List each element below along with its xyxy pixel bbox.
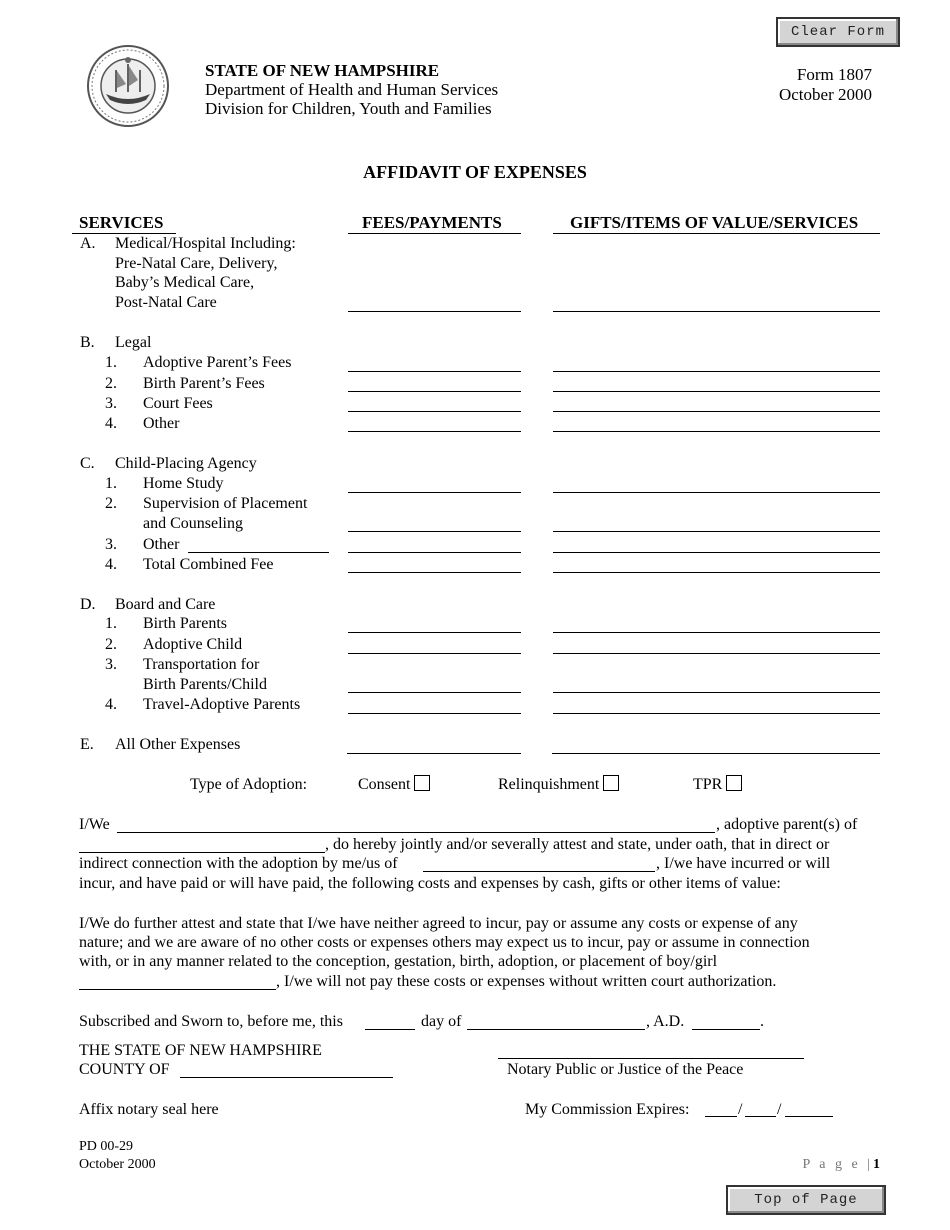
gift-field-c2[interactable] [553, 531, 880, 532]
sworn-text: . [760, 1013, 764, 1030]
item-label: Adoptive Parent’s Fees [143, 354, 292, 371]
para1-text: , adoptive parent(s) of [716, 816, 858, 833]
adoptee-name-field[interactable] [423, 871, 655, 872]
gift-field-b1[interactable] [553, 371, 880, 372]
section-e-letter: E. [80, 736, 94, 753]
item-label: Adoptive Child [143, 636, 243, 653]
affix-seal-label: Affix notary seal here [79, 1101, 219, 1118]
commission-month-field[interactable] [705, 1116, 737, 1117]
tpr-label: TPR [693, 776, 723, 793]
section-e-title: All Other Expenses [115, 736, 241, 753]
page-number [803, 1155, 881, 1175]
consent-checkbox[interactable] [414, 775, 430, 791]
fee-field-b2[interactable] [348, 391, 521, 392]
adoptive-parents-name-field[interactable] [117, 832, 715, 833]
para1-text: indirect connection with the adoption by me/us of [79, 855, 398, 872]
item-number: 2. [105, 495, 117, 512]
commission-label: My Commission Expires: [525, 1101, 690, 1118]
gift-field-a[interactable] [553, 311, 880, 312]
section-c-letter: C. [80, 455, 95, 472]
fee-field-b3[interactable] [348, 411, 521, 412]
sworn-text: , A.D. [646, 1013, 685, 1030]
para2-text: with, or in any manner related to the conception, gestation, birth, adoption, or placement of boy/girl [79, 953, 718, 970]
commission-day-field[interactable] [745, 1116, 776, 1117]
section-b-title: Legal [115, 334, 152, 351]
state-name: STATE OF NEW HAMPSHIRE [205, 61, 440, 80]
fee-field-b4[interactable] [348, 431, 521, 432]
section-d-title: Board and Care [115, 596, 216, 613]
state-block-line: COUNTY OF [79, 1061, 170, 1078]
item-label: Other [143, 415, 180, 432]
para2-text: , I/we will not pay these costs or expenses without written court authorization. [276, 973, 777, 990]
footer-date: October 2000 [79, 1157, 156, 1172]
item-label: and Counseling [143, 515, 243, 532]
section-d-letter: D. [80, 596, 96, 613]
state-block-line: THE STATE OF NEW HAMPSHIRE [79, 1042, 322, 1059]
item-number: 4. [105, 556, 117, 573]
relinquishment-checkbox[interactable] [603, 775, 619, 791]
consent-option[interactable] [358, 775, 430, 795]
item-number: 1. [105, 615, 117, 632]
gift-field-b3[interactable] [553, 411, 880, 412]
item-label: Other [143, 536, 180, 553]
fee-field-a[interactable] [348, 311, 521, 312]
adoption-type-label: Type of Adoption: [190, 776, 308, 793]
boy-girl-name-field[interactable] [79, 989, 276, 990]
section-a-line: Post-Natal Care [115, 294, 217, 311]
page-label: P a g e | [802, 1157, 873, 1172]
form-number: Form 1807 [796, 65, 872, 84]
para2-text: nature; and we are aware of no other costs or expenses others may expect us to incur, pay or assume in connection [79, 934, 810, 951]
item-label: Birth Parents [143, 615, 227, 632]
commission-year-field[interactable] [785, 1116, 833, 1117]
gifts-header-underline [553, 233, 880, 234]
section-a-letter: A. [80, 235, 96, 252]
item-number: 4. [105, 415, 117, 432]
relinquishment-label: Relinquishment [498, 776, 600, 793]
gift-field-d4[interactable] [553, 713, 880, 714]
section-a-line: Baby’s Medical Care, [115, 274, 255, 291]
fees-header: FEES/PAYMENTS [362, 213, 502, 232]
section-a-line: Pre-Natal Care, Delivery, [115, 255, 278, 272]
relinquishment-option[interactable] [498, 775, 619, 795]
fee-field-d4[interactable] [348, 713, 521, 714]
item-number: 3. [105, 656, 117, 673]
gift-field-d3[interactable] [553, 692, 880, 693]
gift-field-e[interactable] [552, 753, 880, 754]
fee-field-c2[interactable] [348, 531, 521, 532]
consent-label: Consent [358, 776, 411, 793]
para2-text: I/We do further attest and state that I/we have neither agreed to incur, pay or assume any costs or expense of any [79, 915, 798, 932]
fee-field-c3[interactable] [348, 552, 521, 553]
item-number: 2. [105, 636, 117, 653]
item-number: 1. [105, 354, 117, 371]
fee-field-e[interactable] [347, 753, 521, 754]
item-number: 1. [105, 475, 117, 492]
item-number: 2. [105, 375, 117, 392]
gift-field-d1[interactable] [553, 632, 880, 633]
fee-field-d3[interactable] [348, 692, 521, 693]
footer-code: PD 00-29 [79, 1139, 134, 1154]
other-specify-field[interactable] [188, 552, 329, 553]
county-field[interactable] [180, 1077, 393, 1078]
clear-form-button[interactable]: Clear Form [776, 17, 900, 47]
item-label: Home Study [143, 475, 224, 492]
top-of-page-button[interactable]: Top of Page [726, 1185, 886, 1215]
sworn-day-field[interactable] [365, 1029, 415, 1030]
page-number-value: 1 [873, 1157, 880, 1172]
tpr-option[interactable] [693, 775, 742, 795]
item-number: 4. [105, 696, 117, 713]
section-c-title: Child-Placing Agency [115, 455, 257, 472]
gift-field-c4[interactable] [553, 572, 880, 573]
child-name-field[interactable] [79, 852, 325, 853]
gift-field-b4[interactable] [553, 431, 880, 432]
gift-field-c1[interactable] [553, 492, 880, 493]
services-header: SERVICES [79, 213, 164, 232]
item-label: Birth Parent’s Fees [143, 375, 265, 392]
para1-text: , I/we have incurred or will [656, 855, 831, 872]
tpr-checkbox[interactable] [726, 775, 742, 791]
item-number: 3. [105, 536, 117, 553]
para1-iwe: I/We [79, 816, 110, 833]
fees-header-underline [348, 233, 521, 234]
gift-field-d2[interactable] [553, 653, 880, 654]
division-name: Division for Children, Youth and Families [205, 99, 492, 118]
item-label: Travel-Adoptive Parents [143, 696, 301, 713]
fee-field-b1[interactable] [348, 371, 521, 372]
fee-field-c4[interactable] [348, 572, 521, 573]
item-label: Transportation for [143, 656, 260, 673]
department-name: Department of Health and Human Services [205, 80, 499, 99]
section-b-letter: B. [80, 334, 95, 351]
notary-label: Notary Public or Justice of the Peace [507, 1061, 744, 1078]
para1-text: incur, and have paid or will have paid, the following costs and expenses by cash, gifts or other items of value: [79, 875, 781, 892]
sworn-month-field[interactable] [467, 1029, 645, 1030]
para1-text: , do hereby jointly and/or severally attest and state, under oath, that in direct or [325, 836, 830, 853]
item-label: Court Fees [143, 395, 213, 412]
page-title: AFFIDAVIT OF EXPENSES [363, 162, 587, 182]
item-number: 3. [105, 395, 117, 412]
item-label: Birth Parents/Child [143, 676, 267, 693]
sworn-year-field[interactable] [692, 1029, 760, 1030]
state-seal-icon [86, 44, 170, 128]
sworn-text: Subscribed and Sworn to, before me, this [79, 1013, 343, 1030]
gift-field-c3[interactable] [553, 552, 880, 553]
sworn-text: day of [421, 1013, 462, 1030]
fee-field-d2[interactable] [348, 653, 521, 654]
gift-field-b2[interactable] [553, 391, 880, 392]
fee-field-d1[interactable] [348, 632, 521, 633]
item-label: Total Combined Fee [143, 556, 274, 573]
item-label: Supervision of Placement [143, 495, 308, 512]
section-a-line: Medical/Hospital Including: [115, 235, 296, 252]
form-date: October 2000 [778, 85, 872, 104]
fee-field-c1[interactable] [348, 492, 521, 493]
notary-signature-field[interactable] [498, 1058, 804, 1059]
gifts-header: GIFTS/ITEMS OF VALUE/SERVICES [570, 213, 859, 232]
